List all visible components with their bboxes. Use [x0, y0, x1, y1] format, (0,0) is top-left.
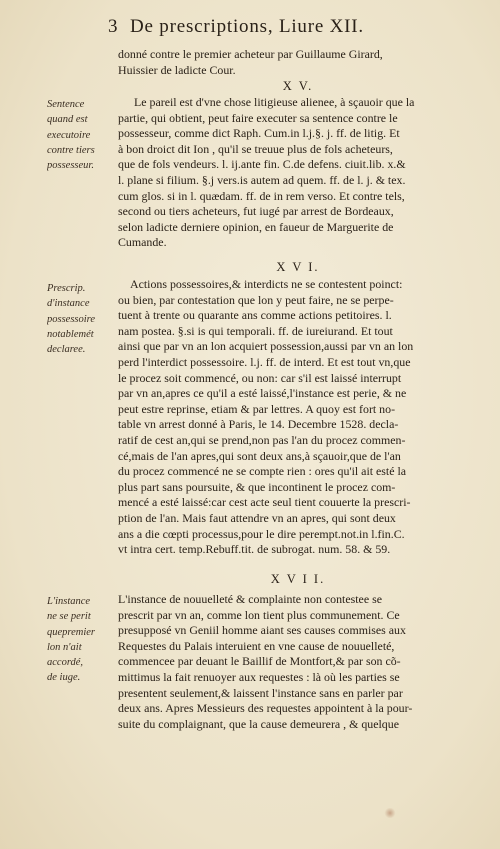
margin-line: possesseur.: [47, 160, 94, 172]
text-line: commencee par deuant le Baillif de Montfort,& par son cõ-: [118, 654, 401, 669]
margin-line: accordé,: [47, 657, 84, 669]
section-heading: X V I.: [276, 260, 320, 274]
text-line: mittimus la fait renuoyer aux requestes : là où les parties se: [118, 669, 400, 684]
running-header: [0, 14, 500, 42]
section-heading: X V.: [282, 79, 314, 93]
margin-note: [47, 281, 115, 357]
margin-line: quepremier: [47, 626, 96, 638]
text-line: perd l'interdict possessoire. l.j. ff. de interd. Et est tout vn,que: [118, 354, 411, 369]
text-line: vt intra cert. temp.Rebuff.tit. de subrogat. num. 58. & 59.: [118, 542, 391, 557]
text-line: presupposé vn Geniil homme aiant ses causes commises aux: [118, 623, 406, 638]
section-paragraph: [118, 592, 478, 732]
section-heading: X V I I.: [270, 572, 326, 586]
ink-smudge: [384, 808, 396, 818]
text-line: par vn an,apres ce qu'il a esté laissé,l'instance est perie, & ne: [118, 386, 407, 401]
page-number: 3: [108, 16, 118, 37]
text-line: prescrit par vn an, comme lon tient plus communement. Ce: [118, 607, 400, 622]
margin-line: quand est: [47, 114, 88, 126]
text-line: le procez soit commencé, ou non: car s'il est laissé interrupt: [118, 370, 402, 385]
text-line: suite du complaignant, que la cause demeurera , & quelque: [118, 716, 399, 731]
margin-line: possessoire: [47, 313, 96, 325]
margin-line: Sentence: [47, 99, 85, 110]
margin-line: ne se perit: [47, 611, 91, 623]
text-line: possesseur, comme dict Raph. Cum.in l.j.§. j. ff. de litig. Et: [118, 126, 400, 141]
text-line: ratif de cest an,qui se prend,non pas l'an du procez commen-: [118, 432, 406, 447]
margin-line: de iuge.: [47, 672, 81, 684]
text-line: l. plane si filium. §.j vers.is autem ad quem. ff. de l. j. & tex.: [118, 172, 406, 187]
text-line: donné contre le premier acheteur par Guillaume Girard,: [118, 47, 383, 61]
text-line: second ou tiers acheteurs, fut iugé par arrest de Bordeaux,: [118, 204, 394, 219]
text-line: presentent seulement,& laissent l'instance sans en parler par: [118, 685, 403, 700]
text-line: ans a die cœpti processus,pour le dire perempt.not.in l.fin.C.: [118, 526, 405, 541]
margin-line: L'instance: [47, 596, 91, 607]
margin-note: [47, 594, 115, 686]
text-line: Le pareil est d'vne chose litigieuse alienee, à sçauoir que la: [134, 95, 415, 109]
text-line: peut estre reprinse, etiam & par lettres. A quoy est fort no-: [118, 401, 396, 416]
text-line: nam postea. §.si is qui temporali. ff. de iureiurand. Et tout: [118, 323, 393, 338]
text-line: Requestes du Palais interuient en vne cause de nouuelleté,: [118, 638, 395, 653]
text-line: à bon droict dit Ion , qu'il se treuue plus de fols acheteurs,: [118, 141, 393, 156]
text-line: Actions possessoires,& interdicts ne se contestent poinct:: [130, 277, 403, 291]
text-line: cé,mais de l'an apres,qui sont deux ans,à sçauoir,que de l'an: [118, 448, 401, 463]
text-line: Huissier de ladicte Cour.: [118, 62, 236, 77]
text-line: selon ladicte derniere opinion, en faueur de Marguerite de: [118, 219, 394, 234]
text-line: que de fols vendeurs. l. ij.ante fin. C.de defens. ciuit.lib. x.&: [118, 157, 406, 172]
intro-paragraph: [118, 47, 478, 78]
margin-line: Prescrip.: [47, 283, 86, 294]
section-paragraph: [118, 277, 478, 558]
margin-line: lon n'ait: [47, 641, 82, 653]
text-line: plus part sans poursuite, & que incontinent le procez com-: [118, 479, 396, 494]
margin-line: notablemét: [47, 328, 94, 340]
text-line: Cumande.: [118, 235, 167, 250]
text-line: ption de l'an. Mais faut attendre vn an apres, qui sont deux: [118, 510, 396, 525]
margin-line: executoire: [47, 129, 91, 141]
margin-line: contre tiers: [47, 144, 95, 156]
text-line: cum glos. si in l. quædam. ff. de in rem verso. Et contre tels,: [118, 188, 405, 203]
text-line: du procez commencé ne se compte rien : ores qu'il ait esté la: [118, 464, 407, 479]
text-line: ou bien, par contestation que lon y peut faire, ne se perpe-: [118, 292, 394, 307]
text-line: ainsi que par vn an lon acquiert possession,aussi par vn an lon: [118, 339, 414, 354]
margin-line: declaree.: [47, 344, 86, 356]
text-line: tuent à trente ou quarante ans comme actions petitoires. l.: [118, 308, 392, 323]
text-line: L'instance de nouuelleté & complainte non contestee se: [118, 592, 382, 606]
section-paragraph: [118, 95, 478, 251]
text-line: deux ans. Apres Messieurs des requestes appointent à la pour-: [118, 701, 413, 716]
margin-note: [47, 97, 115, 173]
running-title: De prescriptions, Liure XII.: [130, 16, 364, 37]
text-line: table vn arrest donné à Paris, le 14. Decembre 1528. decla-: [118, 417, 399, 432]
margin-line: d'instance: [47, 298, 90, 310]
text-line: mencé a esté laissé:car cest acte seul tient couuerte la prescri-: [118, 495, 411, 510]
text-line: partie, qui obtient, peut faire executer sa sentence contre le: [118, 110, 398, 125]
